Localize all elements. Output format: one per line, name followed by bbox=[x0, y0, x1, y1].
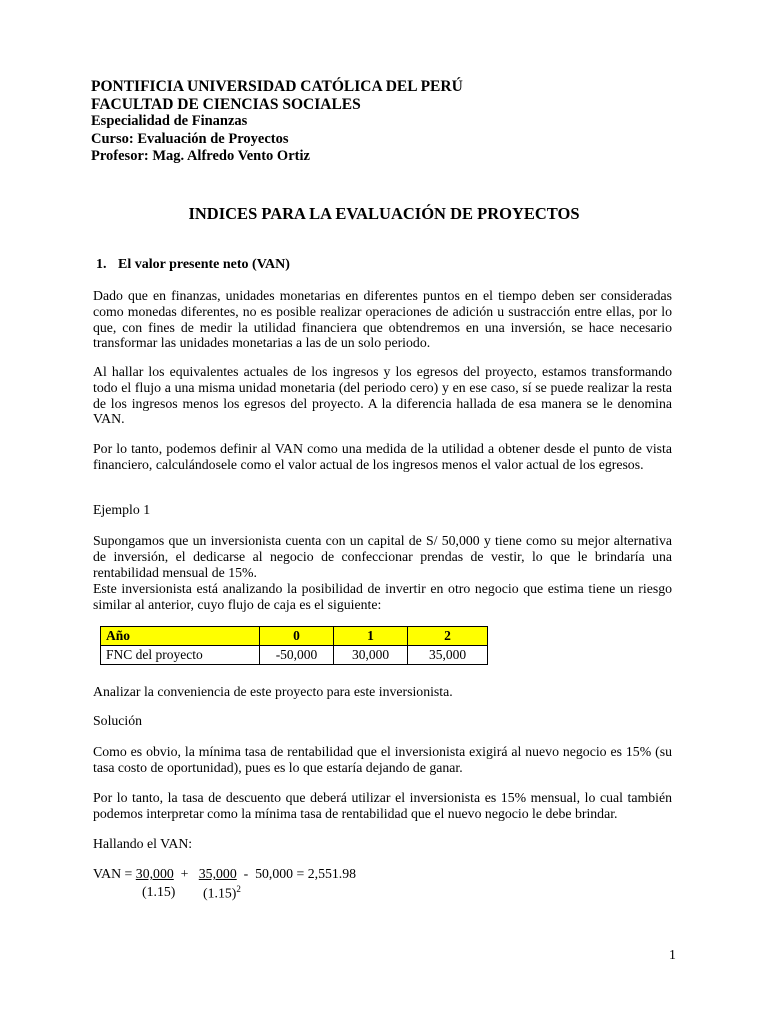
paragraph-task: Analizar la conveniencia de este proyecto para este inversionista. bbox=[93, 684, 453, 699]
formula-plus: + bbox=[173, 866, 199, 881]
section-heading bbox=[96, 257, 290, 273]
table-header-cell: 1 bbox=[334, 627, 408, 646]
solution-label: Solución bbox=[93, 713, 143, 728]
formula-numerator-1: 30,000 bbox=[135, 866, 174, 881]
table-header-cell: 0 bbox=[260, 627, 334, 646]
van-formula bbox=[93, 866, 356, 882]
formula-numerator-2: 35,000 bbox=[198, 866, 237, 881]
paragraph-definition: Por lo tanto, podemos definir al VAN como una medida de la utilidad a obtener desde el punto de vista financiero, calculándosele como el valor actual de los ingresos menos el valor actual de los egresos. bbox=[93, 441, 672, 472]
formula-lhs: VAN = bbox=[93, 866, 136, 881]
table-header-cell: 2 bbox=[408, 627, 488, 646]
paragraph-min-rate: Como es obvio, la mínima tasa de rentabilidad que el inversionista exigirá al nuevo negocio es 15% (su tasa costo de oportunidad), pues es lo que estaría dejando de ganar. bbox=[93, 744, 672, 775]
formula-result: - 50,000 = 2,551.98 bbox=[236, 866, 357, 881]
table-cell: 35,000 bbox=[408, 646, 488, 665]
university-name: PONTIFICIA UNIVERSIDAD CATÓLICA DEL PERÚ bbox=[91, 78, 463, 95]
table-cell: -50,000 bbox=[260, 646, 334, 665]
paragraph-finding-van: Hallando el VAN: bbox=[93, 836, 193, 851]
formula-exponent: 2 bbox=[236, 884, 241, 894]
document-title: INDICES PARA LA EVALUACIÓN DE PROYECTOS bbox=[188, 204, 580, 223]
paragraph-example-setup: Supongamos que un inversionista cuenta con un capital de S/ 50,000 y tiene como su mejor alternativa de inversión, el dedicarse al negocio de confeccionar prendas de vestir, lo que le brindaría una rentabilidad mensual de 15%. bbox=[93, 533, 672, 580]
page-number: 1 bbox=[669, 947, 676, 962]
specialty-name: Especialidad de Finanzas bbox=[91, 113, 248, 129]
course-name: Curso: Evaluación de Proyectos bbox=[91, 130, 289, 147]
table-row bbox=[101, 646, 488, 665]
professor-name: Profesor: Mag. Alfredo Vento Ortiz bbox=[91, 148, 310, 164]
example-label: Ejemplo 1 bbox=[93, 502, 151, 517]
formula-denominator-2-base: (1.15) bbox=[203, 885, 237, 901]
paragraph-equivalents: Al hallar los equivalentes actuales de los ingresos y los egresos del proyecto, estamos transformando todo el flujo a una misma unidad monetaria (del periodo cero) y en ese caso, sí se puede realizar la resta de los ingresos menos los egresos del proyecto. A la diferencia hallada de esa manera se le denomina VAN. bbox=[93, 364, 672, 427]
section-title: El valor presente neto (VAN) bbox=[118, 257, 290, 272]
cash-flow-table bbox=[100, 626, 488, 665]
paragraph-intro: Dado que en finanzas, unidades monetarias en diferentes puntos en el tiempo deben ser consideradas como monedas diferentes, no es posible realizar operaciones de adición u sustracción entre ellas, por lo que, con fines de medir la utilidad financiera que obtendremos en una inversión, se hace necesario transformar las unidades monetarias a las de un solo periodo. bbox=[93, 288, 672, 351]
document-header bbox=[91, 78, 463, 166]
faculty-name: FACULTAD DE CIENCIAS SOCIALES bbox=[91, 95, 361, 113]
table-header-cell: Año bbox=[101, 627, 260, 646]
paragraph-discount-rate: Por lo tanto, la tasa de descuento que deberá utilizar el inversionista es 15% mensual, lo cual también podemos interpretar como la mínima tasa de rentabilidad que el nuevo negocio le debe brindar. bbox=[93, 790, 672, 821]
formula-denominator-1: (1.15) bbox=[142, 884, 176, 899]
formula-denominator-2 bbox=[203, 884, 241, 902]
table-header-row bbox=[101, 627, 488, 646]
paragraph-example-flow: Este inversionista está analizando la posibilidad de invertir en otro negocio que estima tiene un riesgo similar al anterior, cuyo flujo de caja es el siguiente: bbox=[93, 581, 672, 612]
table-cell: 30,000 bbox=[334, 646, 408, 665]
section-number: 1. bbox=[96, 257, 107, 272]
table-cell: FNC del proyecto bbox=[101, 646, 260, 665]
